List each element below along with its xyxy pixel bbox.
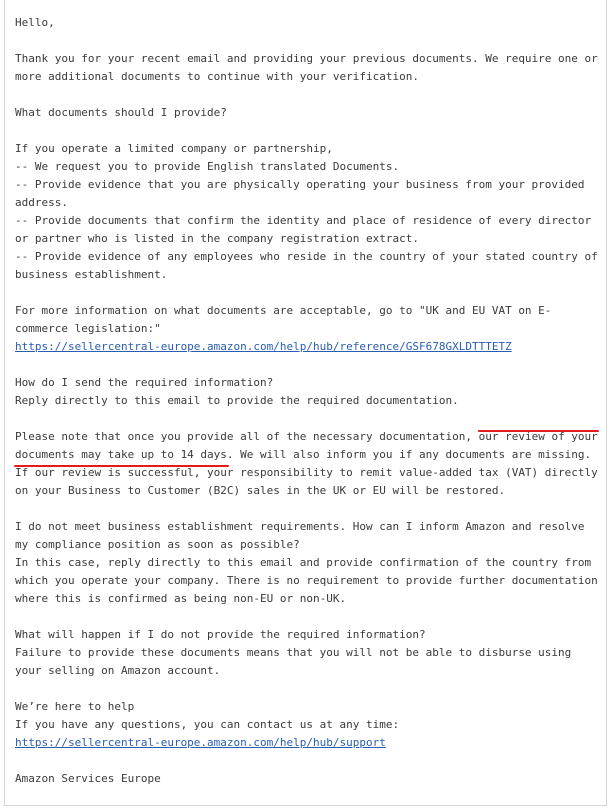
establishment-line: In this case, reply directly to this email and provide confirmation of the country from <box>15 556 592 569</box>
failure-line: your selling on Amazon account. <box>15 664 221 677</box>
docs-line: If you operate a limited company or partnership, <box>15 142 333 155</box>
help-heading: We’re here to help <box>15 700 135 713</box>
docs-line: -- Provide documents that confirm the identity and place of residence of every director <box>15 214 592 227</box>
docs-line: business establishment. <box>15 268 168 281</box>
establishment-line: which you operate your company. There is no requirement to provide further documentation <box>15 574 598 587</box>
docs-line: -- Provide evidence of any employees who reside in the country of your stated country of <box>15 250 598 263</box>
signature: Amazon Services Europe <box>15 772 161 785</box>
highlighted-days-text: documents may take up to 14 days <box>15 448 227 461</box>
establishment-line: where this is confirmed as being non-EU or non-UK. <box>15 592 347 605</box>
failure-line: What will happen if I do not provide the required information? <box>15 628 426 641</box>
greeting: Hello, <box>15 16 55 29</box>
intro-line-1: Thank you for your recent email and providing your previous documents. We require one or <box>15 52 598 65</box>
docs-line: or partner who is listed in the company registration extract. <box>15 232 419 245</box>
note-line-4: on your Business to Customer (B2C) sales in the UK or EU will be restored. <box>15 484 506 497</box>
email-body <box>15 14 601 788</box>
red-underline-annotation <box>478 430 599 432</box>
note-line-3: If our review is successful, your responsibility to remit value-added tax (VAT) directly <box>15 466 598 479</box>
question-send: How do I send the required information? <box>15 376 274 389</box>
question-documents: What documents should I provide? <box>15 106 227 119</box>
note-line-2: documents may take up to 14 days . We will also inform you if any documents are missing. <box>15 446 601 464</box>
highlighted-review-text: our review of your <box>478 430 598 443</box>
establishment-line: I do not meet business establishment requirements. How can I inform Amazon and resolve <box>15 520 585 533</box>
establishment-line: my compliance position as soon as possible? <box>15 538 300 551</box>
vat-reference-link[interactable]: https://sellercentral-europe.amazon.com/help/hub/reference/GSF678GXLDTTTETZ <box>15 340 512 353</box>
more-info-line: For more information on what documents are acceptable, go to "UK and EU VAT on E- <box>15 304 552 317</box>
failure-line: Failure to provide these documents means that you will not be able to disburse using <box>15 646 572 659</box>
support-link[interactable]: https://sellercentral-europe.amazon.com/help/hub/support <box>15 736 386 749</box>
docs-line: -- Provide evidence that you are physically operating your business from your provided <box>15 178 585 191</box>
red-underline-annotation <box>14 465 229 467</box>
intro-line-2: more additional documents to continue with your verification. <box>15 70 419 83</box>
docs-line: -- We request you to provide English translated Documents. <box>15 160 400 173</box>
docs-line: address. <box>15 196 68 209</box>
answer-send: Reply directly to this email to provide the required documentation. <box>15 394 459 407</box>
more-info-line: commerce legislation:" <box>15 322 161 335</box>
note-line-1: Please note that once you provide all of the necessary documentation, our review of your <box>15 430 598 443</box>
help-text: If you have any questions, you can contact us at any time: <box>15 718 400 731</box>
